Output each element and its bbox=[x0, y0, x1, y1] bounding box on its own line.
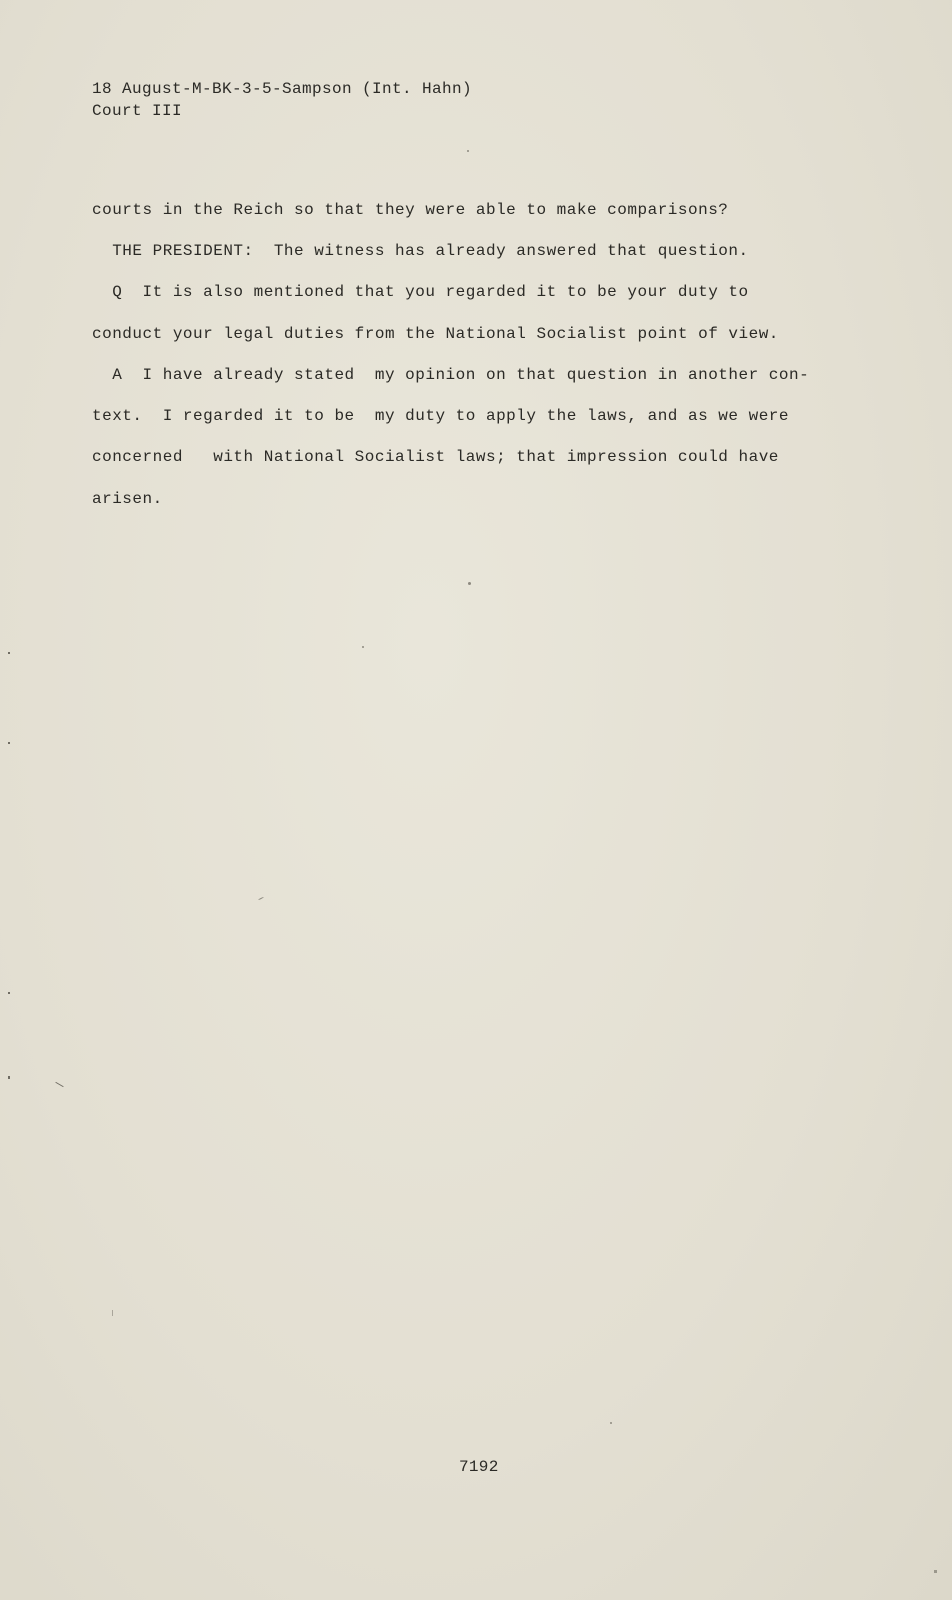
edge-mark bbox=[8, 992, 10, 994]
page-number: 7192 bbox=[459, 1458, 499, 1476]
transcript-line: courts in the Reich so that they were able to make comparisons? bbox=[92, 201, 729, 219]
edge-mark bbox=[112, 1310, 113, 1316]
edge-mark bbox=[934, 1570, 937, 1573]
transcript-line: conduct your legal duties from the National Socialist point of view. bbox=[92, 325, 779, 343]
transcript-line: text. I regarded it to be my duty to apply the laws, and as we were bbox=[92, 407, 790, 425]
transcript-line: THE PRESIDENT: The witness has already answered that question. bbox=[92, 242, 749, 260]
paper-speck bbox=[610, 1422, 612, 1424]
header-session-line: 18 August-M-BK-3-5-Sampson (Int. Hahn) bbox=[92, 80, 473, 98]
transcript-line: Q It is also mentioned that you regarded it to be your duty to bbox=[92, 283, 749, 301]
paper-speck bbox=[467, 150, 469, 152]
transcript-line: A I have already stated my opinion on that question in another con- bbox=[92, 366, 810, 384]
edge-mark bbox=[8, 652, 10, 654]
transcript-line: arisen. bbox=[92, 490, 163, 508]
paper-speck bbox=[258, 897, 264, 900]
document-header bbox=[92, 78, 472, 122]
transcript-line: concerned with National Socialist laws; that impression could have bbox=[92, 448, 779, 466]
edge-mark bbox=[8, 742, 10, 744]
paper-speck bbox=[468, 582, 471, 585]
paper-speck bbox=[362, 646, 364, 648]
edge-mark bbox=[8, 1076, 10, 1079]
header-court-line: Court III bbox=[92, 102, 183, 120]
edge-mark bbox=[55, 1082, 63, 1087]
